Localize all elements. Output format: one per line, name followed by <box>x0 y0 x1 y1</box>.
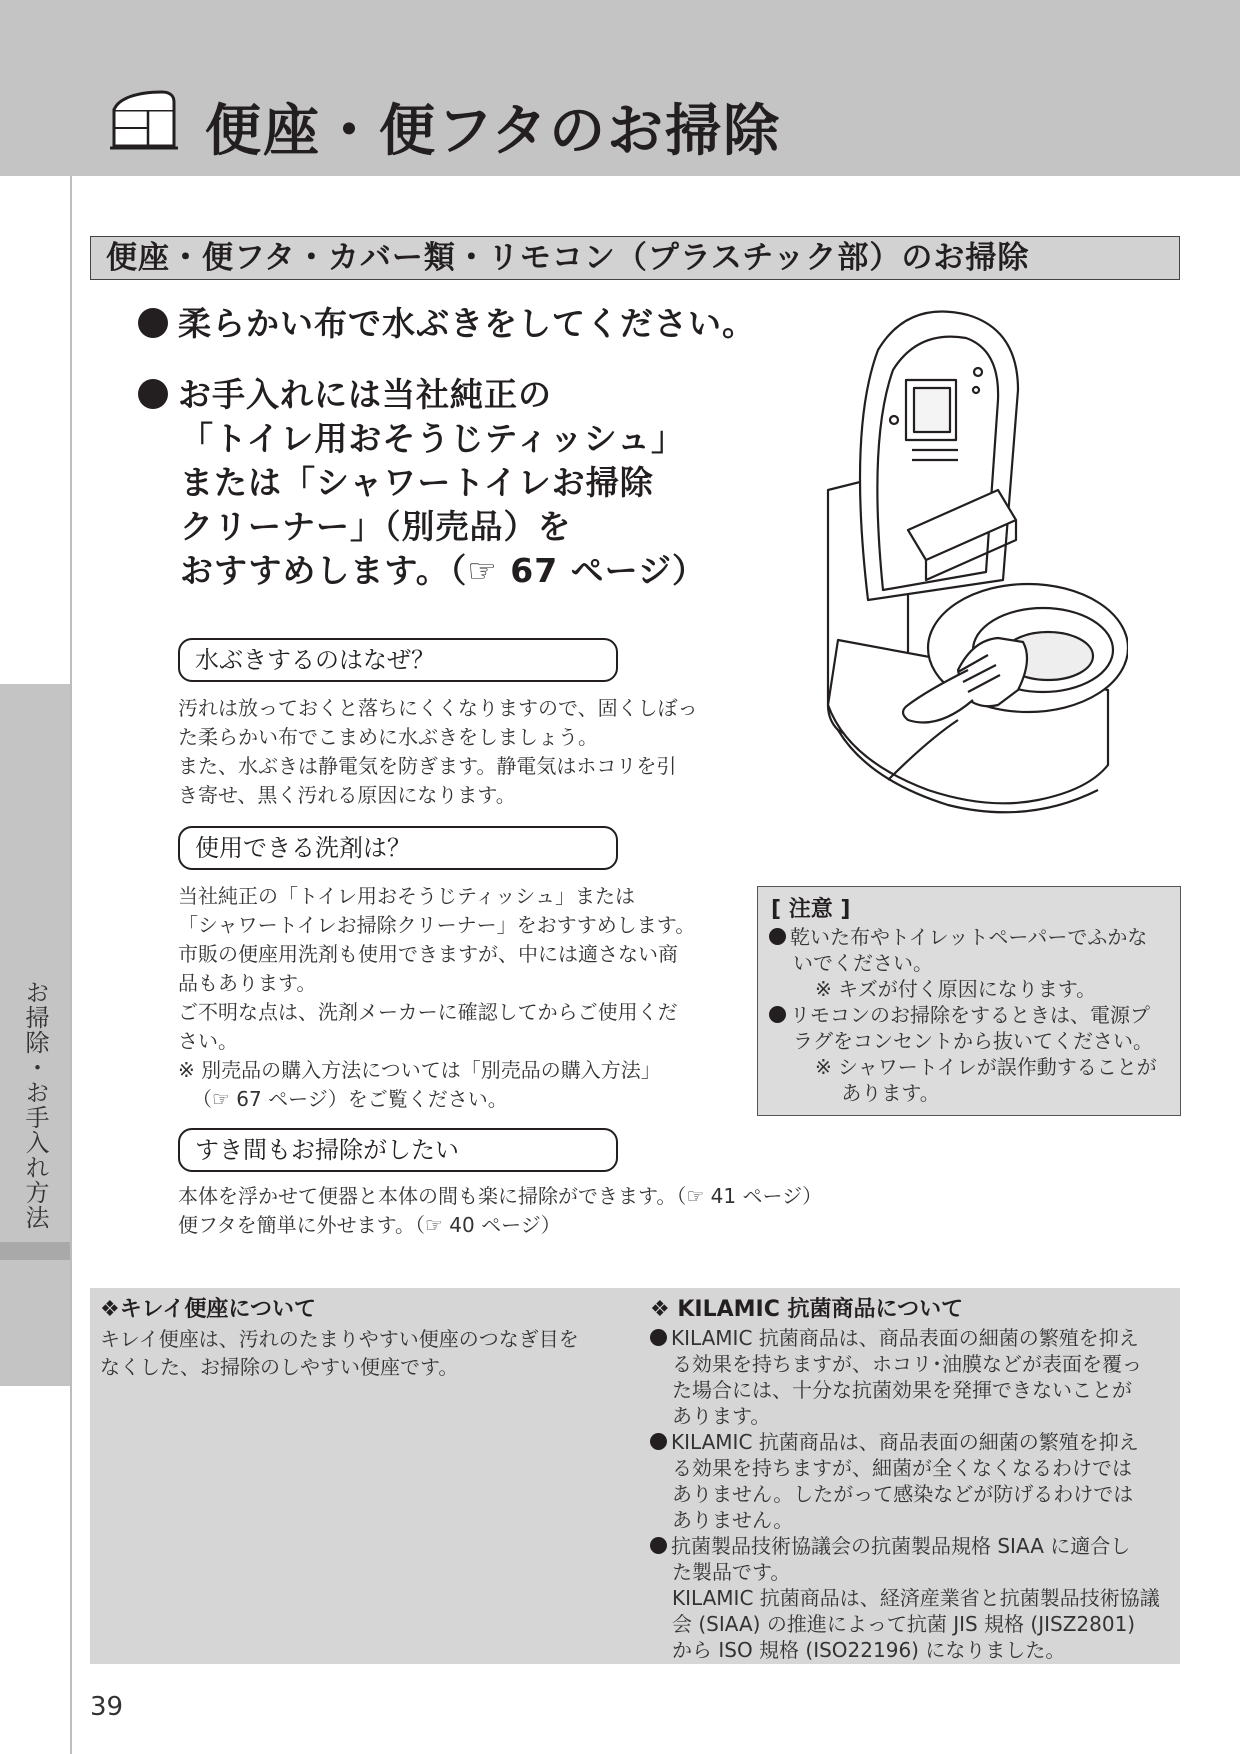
question-title: すき間もお掃除がしたい <box>195 1136 459 1164</box>
caution-list: 乾いた布やトイレットペーパーでふかな いでください。 ※ キズが付く原因になります。 リモコンのお掃除をするときは、電源プ ラグをコンセントから抜いてください。 ※ シャワートイレが誤作動することが あります。 <box>769 924 1157 1106</box>
question-answer: 汚れは放っておくと落ちにくくなりますので、固くしぼっ た柔らかい布でこまめに水ぶきをしましょう。 また、水ぶきは静電気を防ぎます。静電気はホコリを引 き寄せ、黒く汚れる原因になります。 <box>178 696 698 807</box>
question-answer: 当社純正の「トイレ用おそうじティッシュ」または 「シャワートイレお掃除クリーナー」をおすすめします。 市販の便座用洗剤も使用できますが、中には適さない商 品もあります。 ご不明な点は、洗剤メーカーに確認してからご使用くだ さい。 ※ 別売品の購入方法については「別売品の購入方法」 （☞ 67 ページ）をご覧ください。 <box>178 884 696 1111</box>
bullet-recommended-products <box>138 373 706 593</box>
kilamic-list: KILAMIC 抗菌商品は、商品表面の細菌の繁殖を抑え る効果を持ちますが、ホコリ･油膜などが表面を覆っ た場合には、十分な抗菌効果を発揮できないことが あります。 KILAMIC 抗菌商品は、商品表面の細菌の繁殖を抑え る効果を持ちますが、細菌が全くなくなるわけでは ありません。したがって感染などが防げるわけでは ありません。 抗菌製品技術協議会の抗菌製品規格 SIAA に適合し た製品です。 KILAMIC 抗菌商品は、経済産業省と抗菌製品技術協議 会 (SIAA) の推進によって抗菌 JIS 規格 (JISZ2801) から ISO 規格 (ISO22196) になりました。 <box>650 1325 1160 1663</box>
caution-item: リモコンのお掃除をするときは、電源プ <box>769 1002 1157 1028</box>
bullet-dot-icon <box>769 1006 786 1023</box>
bullet-line: お手入れには当社純正の <box>138 373 706 417</box>
toilet-wiping-illustration <box>808 310 1128 840</box>
question-title: 使用できる洗剤は？ <box>195 834 411 862</box>
bullet-line: 「トイレ用おそうじティッシュ」 <box>180 419 686 458</box>
question-answer: 本体を浮かせて便器と本体の間も楽に掃除ができます。（☞ 41 ページ） 便フタを簡単に外せます。（☞ 40 ページ） <box>178 1184 823 1237</box>
bullet-dot-icon <box>650 1329 667 1346</box>
caution-title: [ 注意 ] <box>771 897 851 922</box>
kilamic-title: ❖ KILAMIC 抗菌商品について <box>650 1297 964 1322</box>
side-tab-label: お掃除・お手入れ方法 <box>21 980 49 1230</box>
question-title: 水ぶきするのはなぜ？ <box>195 646 435 674</box>
side-tab-divider <box>0 1242 70 1260</box>
bullet-dot-icon <box>138 308 168 338</box>
bullet-dot-icon <box>650 1433 667 1450</box>
bullet-text: 柔らかい布で水ぶきをしてください。 <box>178 304 756 343</box>
page-title: 便座・便フタのお掃除 <box>205 99 782 164</box>
page-number: 39 <box>90 1692 124 1722</box>
caution-item: 乾いた布やトイレットペーパーでふかな <box>769 924 1157 950</box>
kilamic-item: 抗菌製品技術協議会の抗菌製品規格 SIAA に適合し <box>650 1533 1160 1559</box>
section-title: 便座・便フタ・カバー類・リモコン（プラスチック部）のお掃除 <box>106 240 1030 276</box>
margin-line <box>70 176 72 1754</box>
kirei-seat-title: ❖キレイ便座について <box>100 1297 316 1322</box>
kilamic-item: KILAMIC 抗菌商品は、商品表面の細菌の繁殖を抑え <box>650 1325 1160 1351</box>
bullet-soft-cloth <box>138 302 756 346</box>
kilamic-item: KILAMIC 抗菌商品は、商品表面の細菌の繁殖を抑え <box>650 1429 1160 1455</box>
bullet-line: おすすめします。（☞ 67 ページ） <box>180 551 707 590</box>
toilet-seat-icon <box>108 88 180 154</box>
kirei-seat-description: キレイ便座は、汚れのたまりやすい便座のつなぎ目を なくした、お掃除のしやすい便座です。 <box>100 1327 579 1379</box>
bullet-line: クリーナー」（別売品）を <box>180 507 572 546</box>
bullet-line: または「シャワートイレお掃除 <box>180 463 654 502</box>
bullet-dot-icon <box>769 928 786 945</box>
bullet-dot-icon <box>650 1537 667 1554</box>
bullet-dot-icon <box>138 379 168 409</box>
